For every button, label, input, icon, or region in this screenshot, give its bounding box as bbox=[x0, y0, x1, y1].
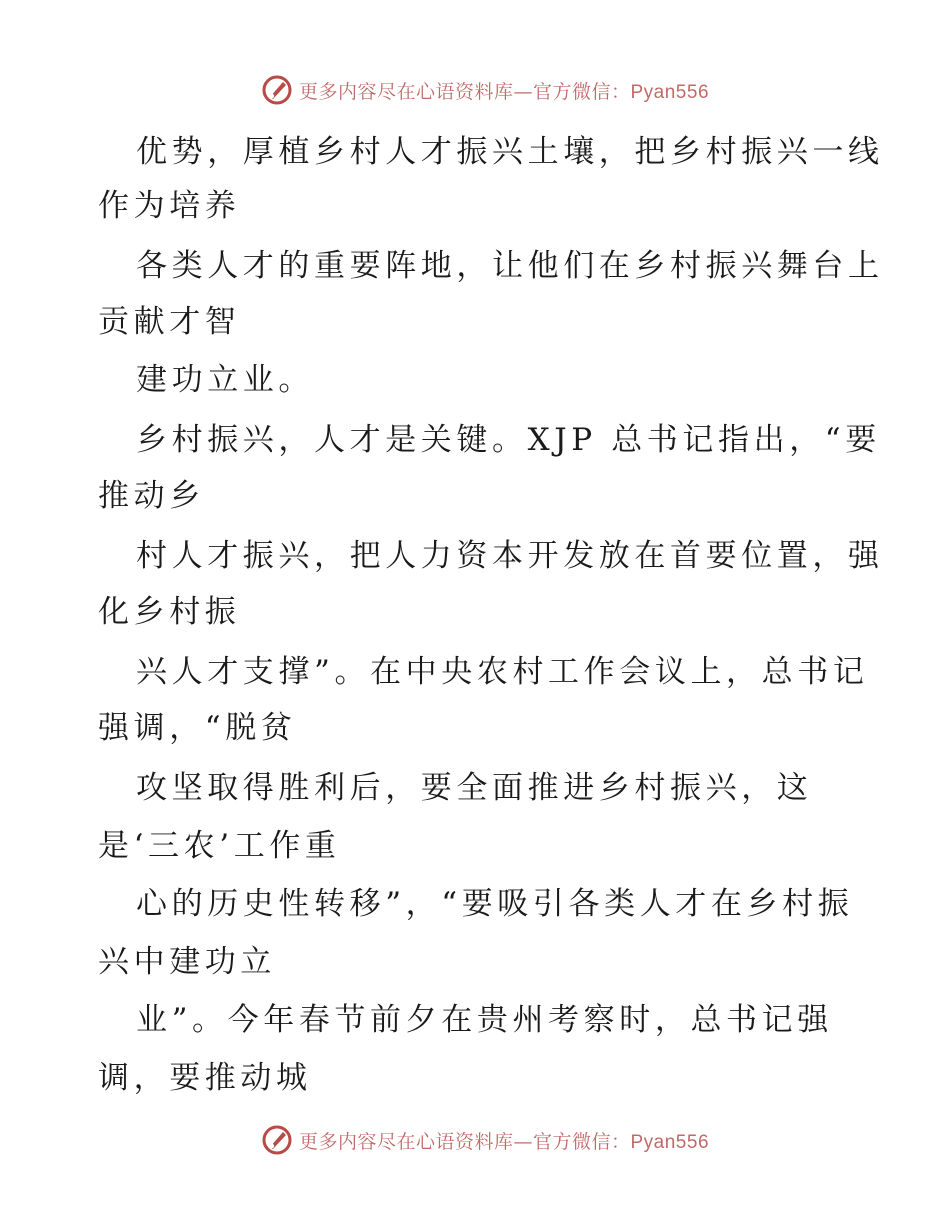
body-line-6: 乡村振兴，人才是关键。XJP 总书记指出，“要 bbox=[136, 422, 881, 458]
footer-banner-inner bbox=[261, 1124, 709, 1156]
header-banner bbox=[0, 72, 950, 108]
body-line-3: 各类人才的重要阵地，让他们在乡村振兴舞台上 bbox=[136, 248, 884, 284]
body-line-9: 化乡村振 bbox=[98, 594, 241, 630]
body-line-16: 业”。今年春节前夕在贵州考察时，总书记强 bbox=[136, 1002, 833, 1038]
header-text bbox=[299, 77, 709, 104]
header-wechat-id: Pyan556 bbox=[630, 81, 710, 103]
footer-text bbox=[299, 1127, 709, 1154]
body-line-10: 兴人才支撑”。在中央农村工作会议上，总书记 bbox=[136, 654, 869, 690]
body-line-13: 是‘三农’工作重 bbox=[98, 828, 341, 864]
body-line-11: 强调，“脱贫 bbox=[98, 710, 297, 746]
header-separator: — bbox=[513, 80, 533, 103]
body-line-1: 优势，厚植乡村人才振兴土壤，把乡村振兴一线 bbox=[136, 134, 884, 170]
body-line-4: 贡献才智 bbox=[98, 304, 241, 340]
body-line-7: 推动乡 bbox=[98, 478, 205, 514]
body-line-2: 作为培养 bbox=[98, 188, 241, 224]
body-line-5: 建功立业。 bbox=[136, 362, 314, 398]
footer-separator: — bbox=[513, 1130, 533, 1153]
body-line-15: 兴中建功立 bbox=[98, 944, 276, 980]
footer-brand-text: 更多内容尽在心语资料库 bbox=[298, 1130, 514, 1153]
header-official-text: 官方微信： bbox=[532, 80, 631, 103]
footer-wechat-id: Pyan556 bbox=[630, 1131, 710, 1153]
pen-seal-icon bbox=[261, 74, 293, 106]
body-line-14: 心的历史性转移”，“要吸引各类人才在乡村振 bbox=[136, 886, 854, 922]
header-banner-inner bbox=[261, 74, 709, 106]
header-brand-text: 更多内容尽在心语资料库 bbox=[298, 80, 514, 103]
body-line-12: 攻坚取得胜利后，要全面推进乡村振兴，这 bbox=[136, 770, 813, 806]
body-line-8: 村人才振兴，把人力资本开发放在首要位置，强 bbox=[136, 538, 884, 574]
footer-official-text: 官方微信： bbox=[532, 1130, 631, 1153]
body-line-17: 调，要推动城 bbox=[98, 1060, 312, 1096]
pen-seal-icon bbox=[261, 1124, 293, 1156]
footer-banner bbox=[0, 1122, 950, 1158]
